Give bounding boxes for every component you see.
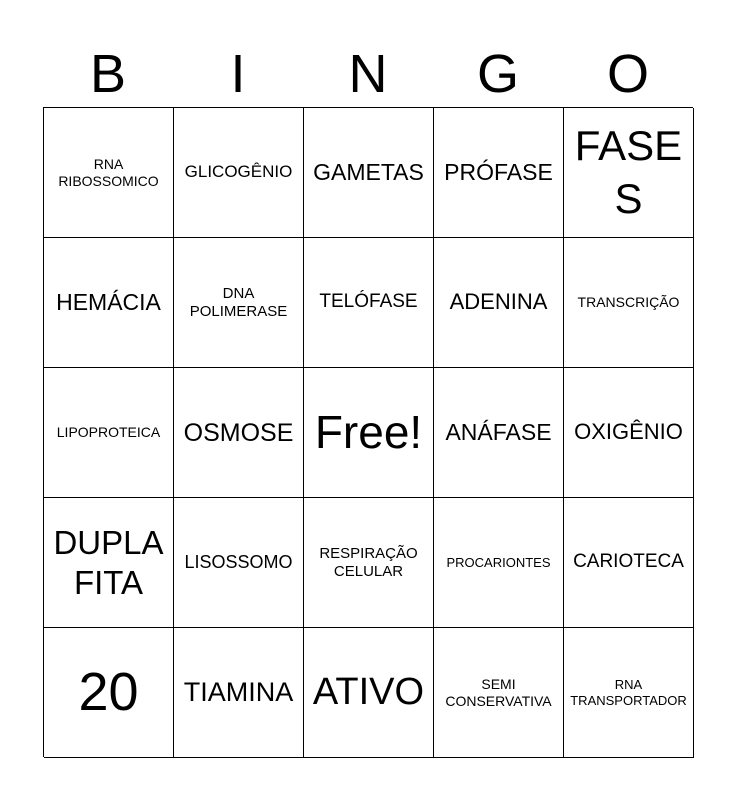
header-letter-n: N	[348, 43, 388, 104]
bingo-cell[interactable]: CARIOTECA	[564, 498, 694, 628]
bingo-cell[interactable]: TRANSCRIÇÃO	[564, 238, 694, 368]
bingo-cell[interactable]: FASES	[564, 108, 694, 238]
bingo-cell[interactable]: OSMOSE	[174, 368, 304, 498]
header-letter-g: G	[476, 43, 519, 104]
header-letter-b: B	[89, 43, 127, 104]
bingo-grid	[43, 107, 693, 757]
bingo-cell[interactable]: DUPLA FITA	[44, 498, 174, 628]
bingo-cell[interactable]: RNA RIBOSSOMICO	[44, 108, 174, 238]
bingo-cell[interactable]: LISOSSOMO	[174, 498, 304, 628]
header-letter-o: O	[606, 43, 649, 104]
free-space[interactable]: Free!	[304, 368, 434, 498]
bingo-cell[interactable]: PROCARIONTES	[434, 498, 564, 628]
bingo-cell[interactable]: RNA TRANSPORTADOR	[564, 628, 694, 758]
bingo-cell[interactable]: OXIGÊNIO	[564, 368, 694, 498]
bingo-cell[interactable]: GLICOGÊNIO	[174, 108, 304, 238]
bingo-cell[interactable]: 20	[44, 628, 174, 758]
bingo-cell[interactable]: TELÓFASE	[304, 238, 434, 368]
bingo-cell[interactable]: SEMI CONSERVATIVA	[434, 628, 564, 758]
bingo-cell[interactable]: RESPIRAÇÃO CELULAR	[304, 498, 434, 628]
bingo-cell[interactable]: GAMETAS	[304, 108, 434, 238]
bingo-cell[interactable]: ADENINA	[434, 238, 564, 368]
bingo-cell[interactable]: ATIVO	[304, 628, 434, 758]
bingo-cell[interactable]: HEMÁCIA	[44, 238, 174, 368]
header-letter-i: I	[230, 43, 246, 104]
bingo-cell[interactable]: ANÁFASE	[434, 368, 564, 498]
bingo-cell[interactable]: LIPOPROTEICA	[44, 368, 174, 498]
bingo-header	[43, 40, 693, 107]
bingo-cell[interactable]: TIAMINA	[174, 628, 304, 758]
bingo-cell[interactable]: PRÓFASE	[434, 108, 564, 238]
bingo-cell[interactable]: DNA POLIMERASE	[174, 238, 304, 368]
